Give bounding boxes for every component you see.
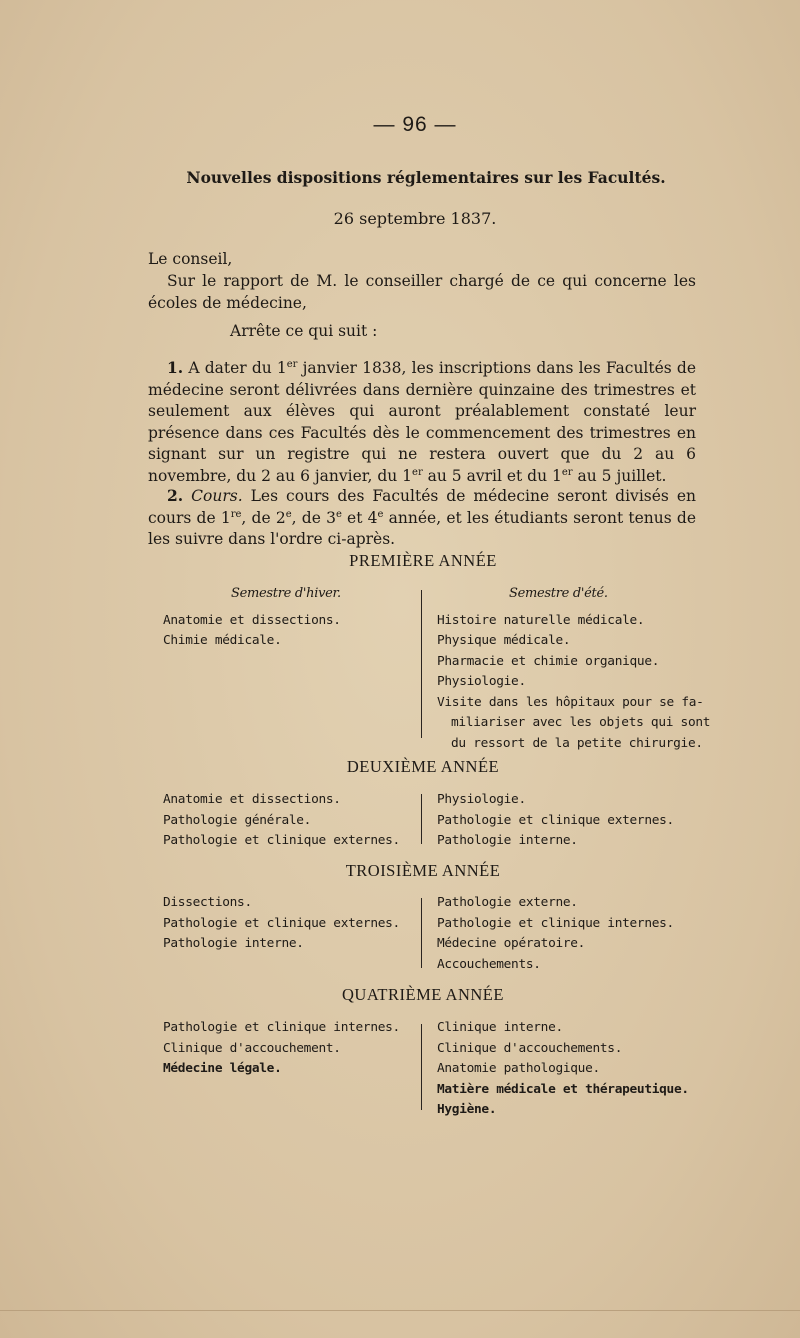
year-2-right-column [437, 790, 674, 852]
course-item: Matière médicale et thérapeutique. [437, 1081, 689, 1097]
year-1-title: PREMIÈRE ANNÉE [349, 551, 497, 570]
semestre-hiver-heading: Semestre d'hiver. [231, 586, 341, 601]
column-divider [421, 794, 422, 844]
course-item: Physiologie. [437, 674, 526, 689]
course-item: Accouchements. [437, 956, 541, 972]
course-item: Pathologie et clinique externes. [437, 812, 674, 828]
course-item: Anatomie pathologique. [437, 1061, 600, 1076]
course-item: Pathologie interne. [163, 936, 304, 951]
course-item: Pharmacie et chimie organique. [437, 653, 660, 669]
course-item: Chimie médicale. [163, 633, 282, 648]
document-date: 26 septembre 1837. [333, 209, 497, 228]
column-divider [421, 590, 422, 738]
course-item: Dissections. [163, 895, 252, 910]
course-item: Hygiène. [437, 1102, 497, 1117]
year-4-right-column [437, 1018, 689, 1121]
course-item: miliariser avec les objets qui sont [451, 715, 711, 730]
year-2-title: DEUXIÈME ANNÉE [346, 757, 500, 776]
article-2-number: 2. [167, 486, 184, 505]
column-divider [421, 1024, 422, 1110]
course-item: Clinique d'accouchement. [163, 1040, 341, 1056]
year-1-right-column [437, 584, 710, 754]
year-1-left-column [163, 584, 341, 652]
article-2: 2. Cours. Les cours des Facultés de médecine seront divisés en cours de 1re, de 2e, de 3e et 4e année, et les étudiants seront tenus de les suivre dans l'ordre ci-après. [148, 486, 696, 549]
article-1: 1. A dater du 1er janvier 1838, les inscriptions dans les Facultés de médecine seront délivrées dans dernière quinzaine des trimestres et seulement aux élèves qui auront préalablement constaté leur présence dans ces Facultés dès le commencement des trimestres en signant sur un registre qui ne restera ouvert que du 2 au 6 novembre, du 2 au 6 janvier, du 1er au 5 avril et du 1er au 5 juillet. [148, 358, 696, 485]
course-item: Médecine opératoire. [437, 936, 586, 951]
course-item: Pathologie interne. [437, 833, 578, 848]
course-item: Médecine légale. [163, 1061, 282, 1076]
course-item: Pathologie et clinique internes. [437, 915, 674, 931]
semestre-ete-heading: Semestre d'été. [509, 586, 608, 601]
course-item: Pathologie et clinique internes. [163, 1020, 400, 1035]
page-bottom-rule [0, 1310, 800, 1311]
course-item: Physiologie. [437, 792, 526, 807]
page-number: — 96 — [373, 113, 457, 136]
course-item: Pathologie et clinique externes. [163, 915, 400, 931]
intro-arrete: Arrête ce qui suit : [230, 322, 378, 340]
course-item: Physique médicale. [437, 633, 571, 648]
article-1-number: 1. [167, 358, 184, 377]
year-4-left-column [163, 1018, 400, 1080]
course-item: Pathologie et clinique externes. [163, 833, 400, 848]
course-item: Histoire naturelle médicale. [437, 612, 645, 628]
course-item: Clinique d'accouchements. [437, 1040, 623, 1056]
course-item: Pathologie externe. [437, 895, 578, 910]
year-3-right-column [437, 893, 674, 975]
year-3-left-column [163, 893, 400, 955]
year-4-title: QUATRIÈME ANNÉE [342, 985, 504, 1004]
intro-rapport: Sur le rapport de M. le conseiller chargé de ce qui concerne les écoles de médecine, [148, 272, 696, 312]
column-divider [421, 898, 422, 968]
course-item: Clinique interne. [437, 1020, 563, 1035]
document-title: Nouvelles dispositions réglementaires sur les Facultés. [186, 168, 666, 187]
year-2-left-column [163, 790, 400, 852]
course-item: Anatomie et dissections. [163, 612, 341, 628]
cours-label: Cours. [191, 487, 243, 505]
course-item: du ressort de la petite chirurgie. [451, 735, 703, 751]
course-item: Pathologie générale. [163, 812, 312, 828]
year-3-title: TROISIÈME ANNÉE [345, 861, 501, 880]
course-item: Visite dans les hôpitaux pour se fa- [437, 694, 704, 710]
intro-le-conseil: Le conseil, [148, 250, 233, 268]
course-item: Anatomie et dissections. [163, 792, 341, 807]
